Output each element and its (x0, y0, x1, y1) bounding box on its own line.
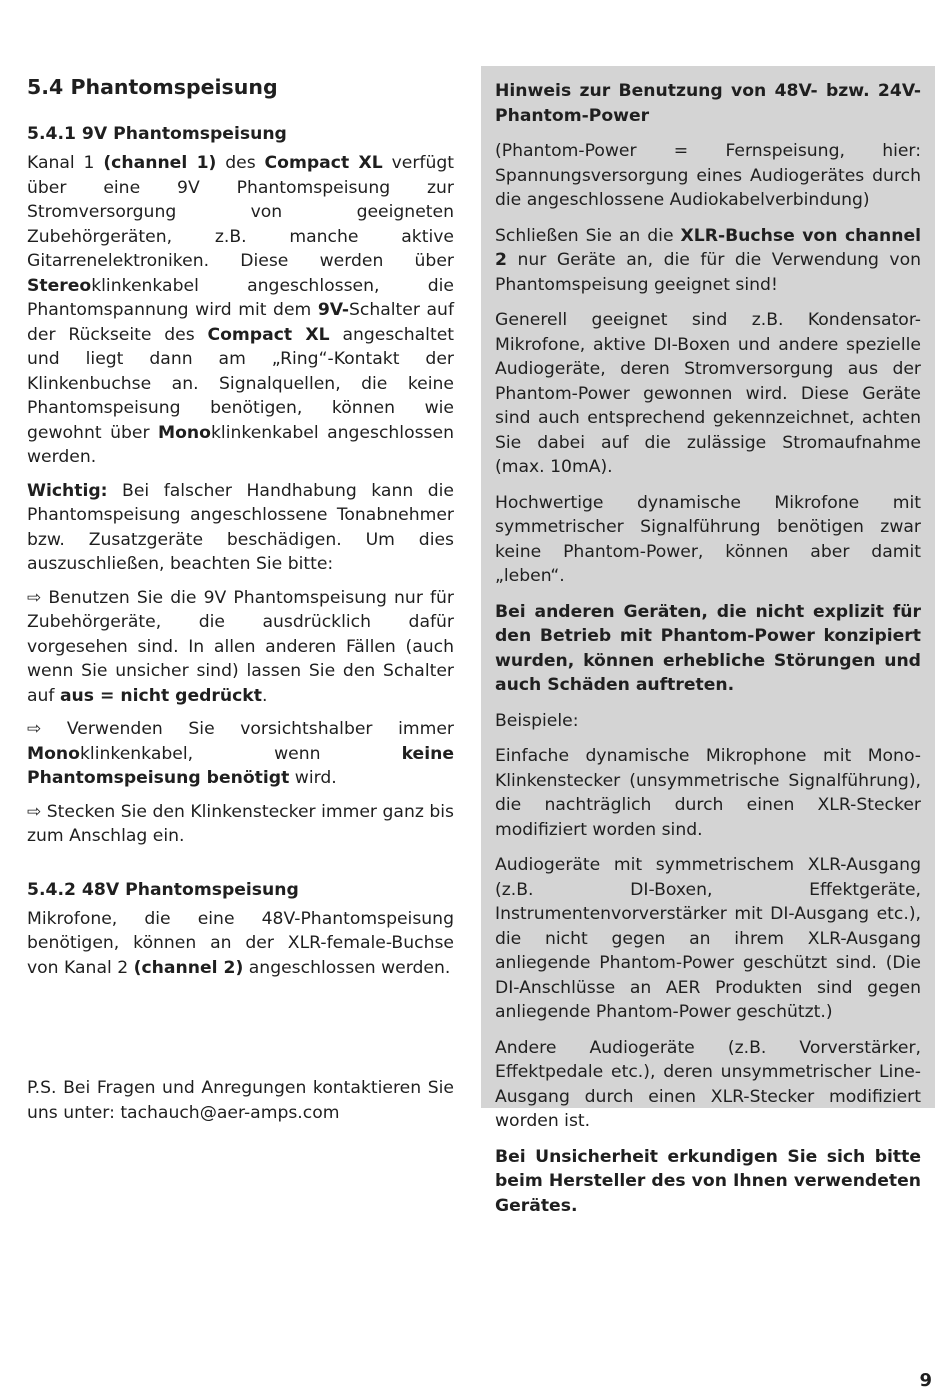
text-run: nur Geräte an, die für die Verwendung von Phantomspeisung geeignet sind! (495, 250, 921, 295)
bold-run: (channel 2) (133, 957, 244, 978)
notice-paragraph: Hochwertige dynamische Mikrofone mit symmetrischer Signalführung benötigen zwar keine Phantom-Power, können aber damit „leben“. (495, 492, 921, 586)
notice-paragraph: Andere Audiogeräte (z.B. Vorverstärker, Effektpedale etc.), deren unsymmetrischer Line-Ausgang durch einen XLR-Stecker modifiziert worden ist. (495, 1037, 921, 1131)
paragraph-9v-intro (27, 151, 454, 470)
text-run: des (216, 153, 265, 173)
bold-run: Mono (158, 422, 211, 443)
section-title: 5.4 Phantomspeisung (27, 75, 278, 99)
text-run: angeschaltet und liegt dann am „Ring“-Kontakt der Klinkenbuchse an. Signalquellen, die keine Phantomspeisung benötigen, können wie gewohnt über (27, 324, 455, 443)
page-number: 9 (919, 1370, 932, 1391)
text-run: Kanal 1 (27, 153, 104, 173)
text-run: wird. (289, 768, 337, 788)
bold-run: Compact XL (264, 153, 383, 173)
bold-run: (channel 1) (103, 153, 217, 173)
text-run: Stecken Sie den Klinkenstecker immer ganz bis zum Anschlag ein. (27, 801, 454, 846)
text-run: klinkenkabel angeschlossen werden. (27, 422, 454, 467)
bullet-item (27, 717, 454, 791)
notice-content (495, 79, 921, 1229)
text-run: Verwenden Sie vorsichtshalber immer (41, 719, 454, 739)
bold-run: aus = nicht gedrückt (59, 685, 262, 706)
bold-run: Mono (27, 743, 80, 764)
text-run: klinkenkabel angeschlossen, die Phantomspannung wird mit dem (27, 275, 454, 320)
text-run: Schließen Sie an die (495, 225, 681, 246)
phantom-power-notice-box (481, 66, 935, 1216)
bold-run: XLR-Buchse von channel 2 (495, 225, 921, 270)
bullet-item (27, 586, 454, 709)
arrow-right-icon: ⇨ (27, 719, 42, 739)
notice-warning: Bei anderen Geräten, die nicht explizit für den Betrieb mit Phantom-Power konzipiert wurden, können erhebliche Störungen und auch Schäden auftreten. (495, 601, 921, 695)
paragraph-48v (27, 907, 454, 981)
bold-run: Compact XL (207, 324, 330, 345)
text-run: angeschlossen werden. (243, 957, 451, 978)
notice-paragraph: Generell geeignet sind z.B. Kondensator-Mikrofone, aktive DI-Boxen und andere spezielle Audiogeräte, deren Stromversorgung aus der Phantom-Power gewonnen wird. Diese Geräte sind auch entsprechend gekennzeichnet, achten Sie dabei auf die zulässige Stromaufnahme (max. 10mA). (495, 310, 921, 477)
subsection-title-9v: 5.4.1 9V Phantomspeisung (27, 124, 287, 144)
text-run: Bei falscher Handhabung kann die Phantomspeisung angeschlossene Tonabnehmer bzw. Zusatzgeräte beschädigen. Um dies auszuschließen, beachten Sie bitte: (27, 480, 454, 574)
postscript-contact: P.S. Bei Fragen und Anregungen kontaktieren Sie uns unter: tachauch@aer-amps.com (27, 1078, 454, 1123)
notice-closing: Bei Unsicherheit erkundigen Sie sich bitte beim Hersteller des von Ihnen verwendeten Gerätes. (495, 1146, 921, 1216)
notice-paragraph: (Phantom-Power = Fernspeisung, hier: Spannungsversorgung eines Audiogerätes durch die angeschlossene Audiokabelverbindung) (495, 141, 921, 210)
notice-paragraph (495, 224, 921, 298)
left-column (27, 72, 454, 1134)
notice-title: Hinweis zur Benutzung von 48V- bzw. 24V-Phantom-Power (495, 81, 921, 126)
notice-paragraph: Audiogeräte mit symmetrischem XLR-Ausgang (z.B. DI-Boxen, Effektgeräte, Instrumentenvorverstärker mit DI-Ausgang etc.), die nicht gegen an ihrem XLR-Ausgang anliegende Phantom-Power geschützt sind. (Die DI-Anschlüsse an AER Produkten sind gegen anliegende Phantom-Power geschützt.) (495, 855, 921, 1022)
bold-run: Wichtig: (27, 480, 108, 501)
text-run: Benutzen Sie die 9V Phantomspeisung nur für Zubehörgeräte, die ausdrücklich dafür vorgesehen sind. In allen anderen Fällen (auch wenn Sie unsicher sind) lassen Sie den Schalter auf (27, 587, 454, 706)
notice-paragraph: Beispiele: (495, 710, 579, 731)
bullet-item (27, 800, 454, 849)
text-run: Mikrofone, die eine 48V-Phantomspeisung benötigen, können an der XLR-female-Buchse von Kanal 2 (27, 908, 454, 978)
paragraph-warning (27, 479, 454, 577)
arrow-right-icon: ⇨ (27, 801, 42, 822)
text-run: . (261, 685, 268, 706)
notice-paragraph: Einfache dynamische Mikrophone mit Mono-Klinkenstecker (unsymmetrische Signalführung), die nachträglich durch einen XLR-Stecker modifiziert worden sind. (495, 746, 921, 840)
text-run: Schalter auf der Rückseite des (27, 300, 454, 345)
bold-run: 9V- (317, 300, 349, 320)
bold-run: keine Phantomspeisung benötigt (27, 743, 454, 788)
arrow-right-icon: ⇨ (27, 587, 42, 608)
bold-run: Stereo (27, 275, 92, 296)
text-run: verfügt über eine 9V Phantomspeisung zur Stromversorgung von geeigneten Zubehörgeräten, z.B. manche aktive Gitarrenelektroniken. Diese werden über (27, 153, 454, 271)
text-run: klinkenkabel, wenn (79, 743, 402, 764)
subsection-title-48v: 5.4.2 48V Phantomspeisung (27, 879, 299, 900)
